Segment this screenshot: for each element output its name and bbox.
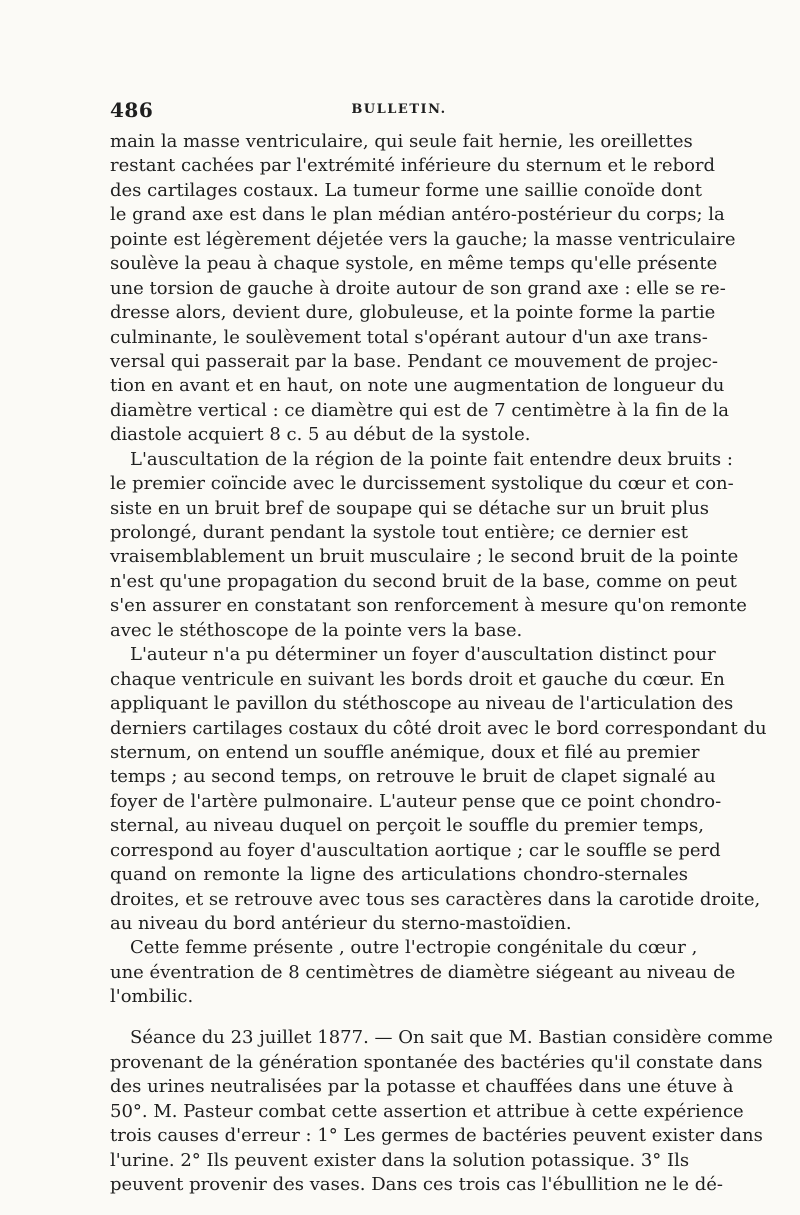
text-line: droites, et se retrouve avec tous ses caractères dans la carotide droite, — [110, 888, 761, 910]
text-line: versal qui passerait par la base. Pendant ce mouvement de projec- — [110, 350, 718, 372]
text-line: L'auteur n'a pu déterminer un foyer d'auscultation distinct pour — [130, 644, 716, 666]
text-line: dresse alors, devient dure, globuleuse, et la pointe forme la partie — [110, 302, 716, 324]
text-line: le grand axe est dans le plan médian antéro-postérieur du corps; la — [110, 204, 725, 226]
text-line: sternal, au niveau duquel on perçoit le souffle du premier temps, — [110, 815, 705, 837]
text-line: temps ; au second temps, on retrouve le bruit de clapet signalé au — [110, 766, 716, 788]
text-line: l'ombilic. — [110, 986, 194, 1008]
text-line: des cartilages costaux. La tumeur forme une saillie conoïde dont — [110, 179, 703, 201]
text-line: siste en un bruit bref de soupape qui se détache sur un bruit plus — [110, 497, 710, 519]
page-header — [110, 98, 688, 122]
page-number: 486 — [110, 98, 154, 122]
text-line: provenant de la génération spontanée des bactéries qu'il constate dans — [110, 1051, 763, 1073]
text-line: des urines neutralisées par la potasse et chauffées dans une étuve à — [110, 1076, 734, 1098]
text-line: L'auscultation de la région de la pointe fait entendre deux bruits : — [130, 448, 733, 470]
text-line: peuvent provenir des vases. Dans ces trois cas l'ébullition ne le dé- — [110, 1173, 724, 1195]
text-line-content: Séance du 23 juillet 1877. — On sait que M. Bastian considère comme — [130, 1027, 773, 1049]
text-line: avec le stéthoscope de la pointe vers la base. — [110, 619, 523, 641]
text-line: appliquant le pavillon du stéthoscope au niveau de l'articulation des — [110, 693, 734, 715]
text-line: restant cachées par l'extrémité inférieure du sternum et le rebord — [110, 155, 716, 177]
text-line: le premier coïncide avec le durcissement systolique du cœur et con- — [110, 473, 734, 495]
text-line — [110, 1010, 773, 1051]
text-line: 50°. M. Pasteur combat cette assertion et attribue à cette expérience — [110, 1100, 744, 1122]
text-line: tion en avant et en haut, on note une augmentation de longueur du — [110, 375, 725, 397]
text-line: s'en assurer en constatant son renforcement à mesure qu'on remonte — [110, 595, 747, 617]
text-line: vraisemblablement un bruit musculaire ; le second bruit de la pointe — [110, 546, 739, 568]
text-line: main la masse ventriculaire, qui seule fait hernie, les oreillettes — [110, 131, 693, 152]
text-line: sternum, on entend un souffle anémique, doux et filé au premier — [110, 741, 700, 763]
text-line: chaque ventricule en suivant les bords droit et gauche du cœur. En — [110, 668, 725, 690]
text-line: soulève la peau à chaque systole, en même temps qu'elle présente — [110, 253, 718, 275]
text-line: l'urine. 2° Ils peuvent exister dans la solution potassique. 3° Ils — [110, 1149, 690, 1171]
text-line: derniers cartilages costaux du côté droit avec le bord correspondant du — [110, 717, 767, 739]
body-text — [110, 130, 773, 1197]
text-line: n'est qu'une propagation du second bruit de la base, comme on peut — [110, 570, 737, 592]
text-line: une torsion de gauche à droite autour de son grand axe : elle se re- — [110, 277, 726, 299]
text-line: une éventration de 8 centimètres de diamètre siégeant au niveau de — [110, 961, 736, 983]
text-line: foyer de l'artère pulmonaire. L'auteur pense que ce point chondro- — [110, 790, 722, 812]
text-line: quand on remonte la ligne des articulations chondro-sternales — [110, 864, 688, 886]
text-line: au niveau du bord antérieur du sterno-mastoïdien. — [110, 913, 572, 934]
text-line: correspond au foyer d'auscultation aortique ; car le souffle se perd — [110, 839, 721, 861]
text-line: diamètre vertical : ce diamètre qui est de 7 centimètre à la fin de la — [110, 399, 729, 421]
running-title: BULLETIN. — [351, 102, 447, 117]
text-line: diastole acquiert 8 c. 5 au début de la systole. — [110, 424, 531, 446]
text-line: prolongé, durant pendant la systole tout entière; ce dernier est — [110, 522, 688, 543]
text-line: pointe est légèrement déjetée vers la gauche; la masse ventriculaire — [110, 228, 736, 250]
text-line: Cette femme présente , outre l'ectropie congénitale du cœur , — [130, 937, 698, 959]
text-line: trois causes d'erreur : 1° Les germes de bactéries peuvent exister dans — [110, 1125, 763, 1147]
text-line: culminante, le soulèvement total s'opérant autour d'un axe trans- — [110, 326, 708, 348]
